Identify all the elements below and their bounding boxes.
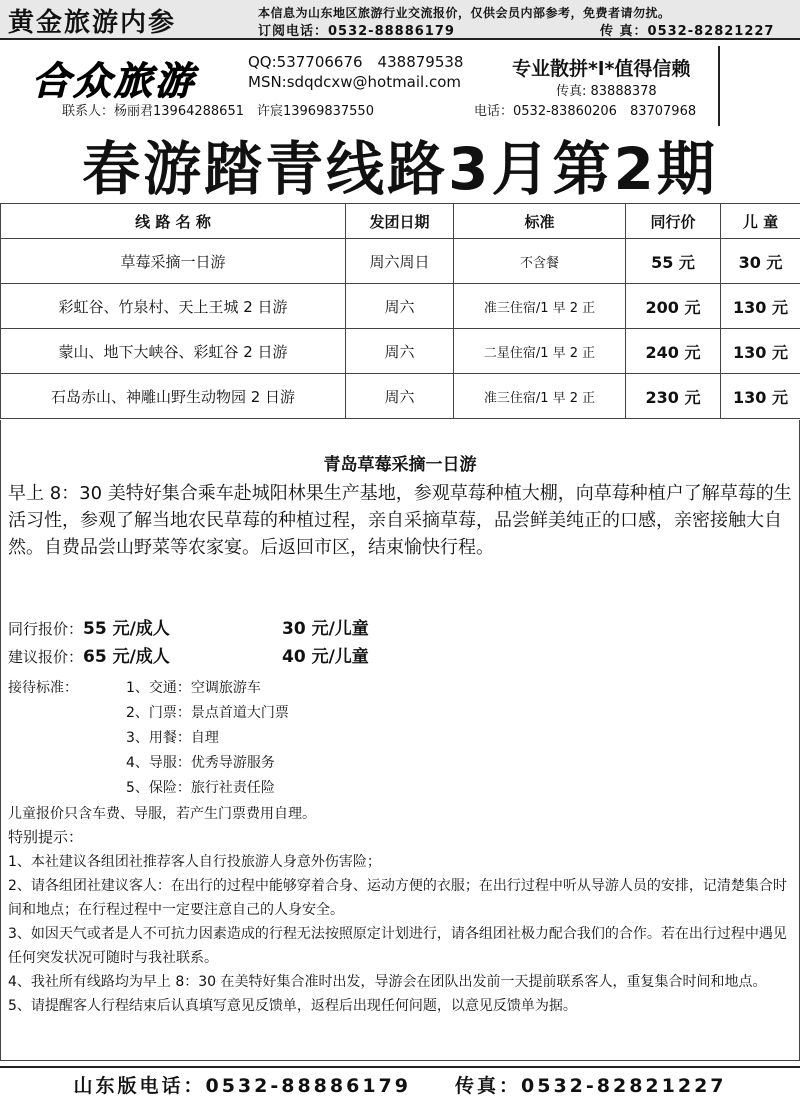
banner-subscribe-phone: 订阅电话：0532-88886179 (258, 20, 455, 39)
agency-contacts: 联系人：杨丽君13964288651 许宸13969837550 (62, 100, 374, 119)
table-header-row (1, 204, 800, 239)
header-route: 线 路 名 称 (1, 204, 346, 239)
header-standard: 标准 (454, 204, 626, 239)
route-standard: 二星住宿/1 早 2 正 (454, 329, 626, 374)
route-date: 周六 (346, 374, 454, 419)
banner-disclaimer: 本信息为山东地区旅游行业交流报价，仅供会员内部参考，免费者请勿扰。 (258, 4, 671, 21)
route-standard: 准三住宿/1 早 2 正 (454, 374, 626, 419)
standard-item: 5、保险：旅行社责任险 (126, 777, 275, 797)
route-name: 草莓采摘一日游 (1, 239, 346, 284)
notice-item: 4、我社所有线路均为早上 8：30 在美特好集合准时出发，导游会在团队出发前一天提前联系客人，重复集合时间和地点。 (8, 970, 794, 994)
notice-item: 5、请提醒客人行程结束后认真填写意见反馈单，返程后出现任何问题，以意见反馈单为据。 (8, 994, 794, 1018)
section-title: 青岛草莓采摘一日游 (0, 450, 800, 475)
route-price: 55 元 (626, 239, 721, 284)
page-headline: 春游踏青线路3月第2期 (0, 122, 800, 206)
route-standard: 不含餐 (454, 239, 626, 284)
route-child-price: 130 元 (721, 374, 800, 419)
agency-msn: MSN:sdqdcxw@hotmail.com (248, 73, 461, 91)
route-name: 石岛赤山、神雕山野生动物园 2 日游 (1, 374, 346, 419)
banner-title: 黄金旅游内参 (8, 2, 176, 39)
notice-list (8, 850, 794, 1018)
notice-item: 3、如因天气或者是人不可抗力因素造成的行程无法按照原定计划进行，请各组团社极力配合我们的合作。若在出行过程中遇见任何突发状况可随时与我社联系。 (8, 922, 794, 970)
route-date: 周六 (346, 284, 454, 329)
child-note: 儿童报价只含车费、导服，若产生门票费用自理。 (8, 803, 316, 823)
peer-price-row (8, 614, 170, 639)
header-price: 同行价 (626, 204, 721, 239)
standard-item: 2、门票：景点首道大门票 (126, 702, 289, 722)
route-date: 周六周日 (346, 239, 454, 284)
route-standard: 准三住宿/1 早 2 正 (454, 284, 626, 329)
peer-price-label: 同行报价： (8, 620, 83, 638)
agency-slogan: 专业散拼*l*值得信赖 (512, 54, 690, 81)
standard-item: 3、用餐：自理 (126, 727, 219, 747)
route-price: 200 元 (626, 284, 721, 329)
table-row (1, 284, 800, 329)
standard-item: 4、导服：优秀导游服务 (126, 752, 275, 772)
route-date: 周六 (346, 329, 454, 374)
route-child-price: 30 元 (721, 239, 800, 284)
notice-item: 1、本社建议各组团社推荐客人自行投旅游人身意外伤害险； (8, 850, 794, 874)
suggest-price-row (8, 642, 170, 667)
table-row (1, 239, 800, 284)
header-child: 儿 童 (721, 204, 800, 239)
route-name: 彩虹谷、竹泉村、天上王城 2 日游 (1, 284, 346, 329)
itinerary-text: 早上 8：30 美特好集合乘车赴城阳林果生产基地，参观草莓种植大棚，向草莓种植户了解草莓的生活习性，参观了解当地农民草莓的种植过程，亲自采摘草莓，品尝鲜美纯正的口感，亲密接触大自然。自费品尝山野菜等农家宴。后返回市区，结束愉快行程。 (8, 480, 794, 561)
agency-logo: 合众旅游 (32, 50, 196, 105)
agency-fax: 传真: 83888378 (556, 80, 657, 99)
table-row (1, 374, 800, 419)
agency-qq: QQ:537706676 438879538 (248, 51, 463, 72)
route-child-price: 130 元 (721, 329, 800, 374)
standard-label: 接待标准： (8, 677, 78, 697)
peer-child-price: 30 元/儿童 (282, 619, 369, 639)
notice-item: 2、请各组团社建议客人：在出行的过程中能够穿着合身、运动方便的衣服；在出行过程中听从导游人员的安排，记清楚集合时间和地点；在行程过程中一定要注意自己的人身安全。 (8, 874, 794, 922)
banner-fax: 传 真：0532-82821227 (600, 20, 774, 39)
header-divider (718, 46, 720, 126)
footer-contact: 山东版电话：0532-88886179 传真：0532-82821227 (0, 1071, 800, 1098)
route-table (0, 203, 800, 419)
peer-adult-price: 55 元/成人 (83, 619, 170, 639)
agency-phones: 电话：0532-83860206 83707968 (474, 100, 696, 119)
suggest-adult-price: 65 元/成人 (83, 647, 170, 667)
route-name: 蒙山、地下大峡谷、彩虹谷 2 日游 (1, 329, 346, 374)
header-date: 发团日期 (346, 204, 454, 239)
notice-title: 特别提示： (8, 826, 83, 847)
suggest-child-price: 40 元/儿童 (282, 647, 369, 667)
table-row (1, 329, 800, 374)
standard-item: 1、交通：空调旅游车 (126, 677, 261, 697)
route-price: 230 元 (626, 374, 721, 419)
suggest-price-label: 建议报价： (8, 648, 83, 666)
route-price: 240 元 (626, 329, 721, 374)
route-child-price: 130 元 (721, 284, 800, 329)
